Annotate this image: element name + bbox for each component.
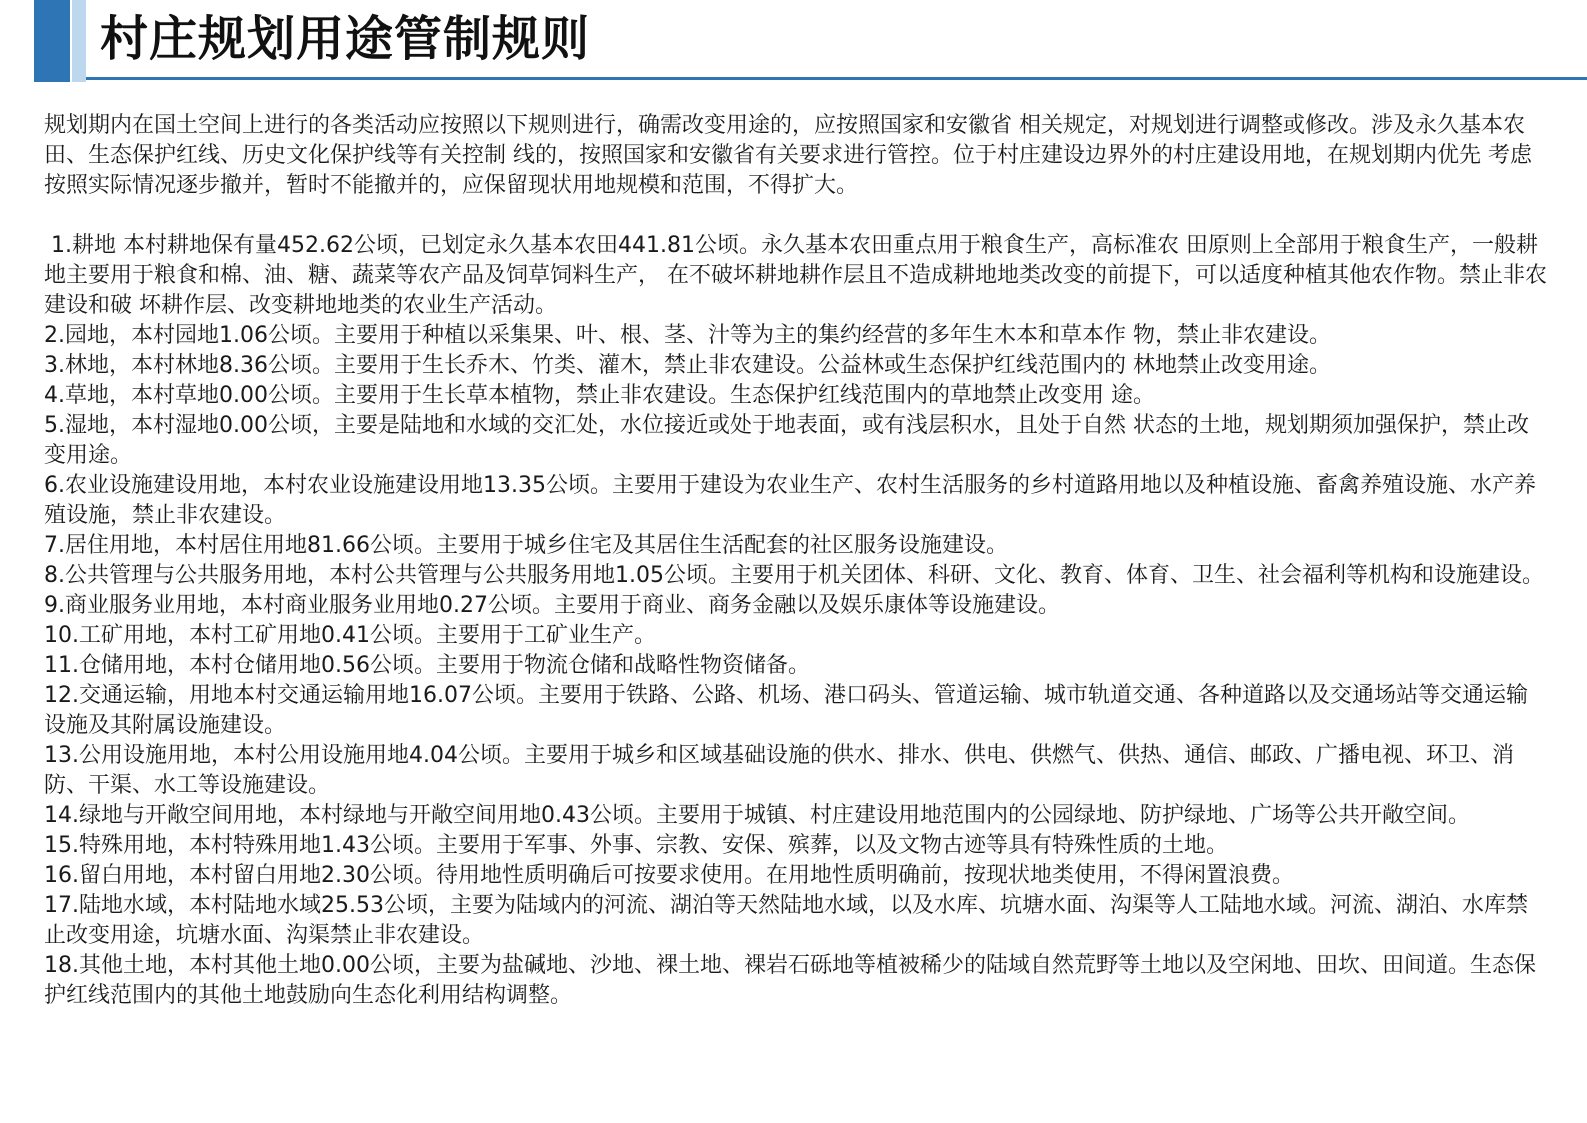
title-underline xyxy=(86,77,1587,80)
title-accent-bar xyxy=(34,0,70,82)
title-accent-bar-secondary xyxy=(72,0,86,82)
rule-residential-land: 7.居住用地，本村居住用地81.66公顷。主要用于城乡住宅及其居住生活配套的社区服务设施建设。 xyxy=(44,533,1008,558)
rule-transportation-land: 12.交通运输，用地本村交通运输用地16.07公顷。主要用于铁路、公路、机场、港口码头、管道运输、城市轨道交通、各种道路以及交通场站等交通运输设施及其附属设施建设。 xyxy=(44,683,1528,738)
rule-public-service-land: 8.公共管理与公共服务用地，本村公共管理与公共服务用地1.05公顷。主要用于机关团体、科研、文化、教育、体育、卫生、社会福利等机构和设施建设。 xyxy=(44,563,1544,588)
rule-industrial-mining-land: 10.工矿用地，本村工矿用地0.41公顷。主要用于工矿业生产。 xyxy=(44,623,656,648)
rule-green-open-space-land: 14.绿地与开敞空间用地，本村绿地与开敞空间用地0.43公顷。主要用于城镇、村庄建设用地范围内的公园绿地、防护绿地、广场等公共开敞空间。 xyxy=(44,803,1470,828)
rule-agricultural-facility-land: 6.农业设施建设用地，本村农业设施建设用地13.35公顷。主要用于建设为农业生产、农村生活服务的乡村道路用地以及种植设施、畜禽养殖设施、水产养殖设施，禁止非农建设。 xyxy=(44,473,1536,528)
rule-reserved-land: 16.留白用地，本村留白用地2.30公顷。待用地性质明确后可按要求使用。在用地性质明确前，按现状地类使用，不得闲置浪费。 xyxy=(44,863,1294,888)
rule-storage-land: 11.仓储用地，本村仓储用地0.56公顷。主要用于物流仓储和战略性物资储备。 xyxy=(44,653,810,678)
document-body xyxy=(44,111,1549,1011)
rule-commercial-land: 9.商业服务业用地，本村商业服务业用地0.27公顷。主要用于商业、商务金融以及娱乐康体等设施建设。 xyxy=(44,593,1060,618)
rule-land-water-area: 17.陆地水域，本村陆地水域25.53公顷，主要为陆域内的河流、湖泊等天然陆地水域，以及水库、坑塘水面、沟渠等人工陆地水域。河流、湖泊、水库禁止改变用途，坑塘水面、沟渠禁止非农建设。 xyxy=(44,893,1528,948)
page-title: 村庄规划用途管制规则 xyxy=(100,11,591,67)
rule-special-land: 15.特殊用地，本村特殊用地1.43公顷。主要用于军事、外事、宗教、安保、殡葬，以及文物古迹等具有特殊性质的土地。 xyxy=(44,833,1228,858)
paragraph-spacer xyxy=(44,201,1549,231)
rule-wetland: 5.湿地，本村湿地0.00公顷，主要是陆地和水域的交汇处，水位接近或处于地表面，或有浅层积水，且处于自然 状态的土地，规划期须加强保护，禁止改变用途。 xyxy=(44,413,1529,468)
rule-forest-land: 3.林地，本村林地8.36公顷。主要用于生长乔木、竹类、灌木，禁止非农建设。公益林或生态保护红线范围内的 林地禁止改变用途。 xyxy=(44,353,1331,378)
rule-cultivated-land: 1.耕地 本村耕地保有量452.62公顷，已划定永久基本农田441.81公顷。永久基本农田重点用于粮食生产，高标准农 田原则上全部用于粮食生产，一般耕地主要用于粮食和棉、油、糖、蔬菜等农产品及饲草饲料生产， 在不破坏耕地耕作层且不造成耕地地类改变的前提下，可以适度种植其他农作物。禁止非农建设和破 坏耕作层、改变耕地地类的农业生产活动。 xyxy=(44,233,1547,318)
rule-grassland: 4.草地，本村草地0.00公顷。主要用于生长草本植物，禁止非农建设。生态保护红线范围内的草地禁止改变用 途。 xyxy=(44,383,1155,408)
rule-other-land: 18.其他土地，本村其他土地0.00公顷，主要为盐碱地、沙地、裸土地、裸岩石砾地等植被稀少的陆域自然荒野等土地以及空闲地、田坎、田间道。生态保护红线范围内的其他土地鼓励向生态化利用结构调整。 xyxy=(44,953,1536,1008)
rule-garden-land: 2.园地，本村园地1.06公顷。主要用于种植以采集果、叶、根、茎、汁等为主的集约经营的多年生木本和草本作 物，禁止非农建设。 xyxy=(44,323,1331,348)
intro-paragraph: 规划期内在国土空间上进行的各类活动应按照以下规则进行，确需改变用途的，应按照国家和安徽省 相关规定，对规划进行调整或修改。涉及永久基本农田、生态保护红线、历史文化保护线等有关控制 线的，按照国家和安徽省有关要求进行管控。位于村庄建设边界外的村庄建设用地，在规划期内优先 考虑按照实际情况逐步撤并，暂时不能撤并的，应保留现状用地规模和范围，不得扩大。 xyxy=(44,113,1532,198)
rule-public-utility-land: 13.公用设施用地，本村公用设施用地4.04公顷。主要用于城乡和区域基础设施的供水、排水、供电、供燃气、供热、通信、邮政、广播电视、环卫、消防、干渠、水工等设施建设。 xyxy=(44,743,1514,798)
